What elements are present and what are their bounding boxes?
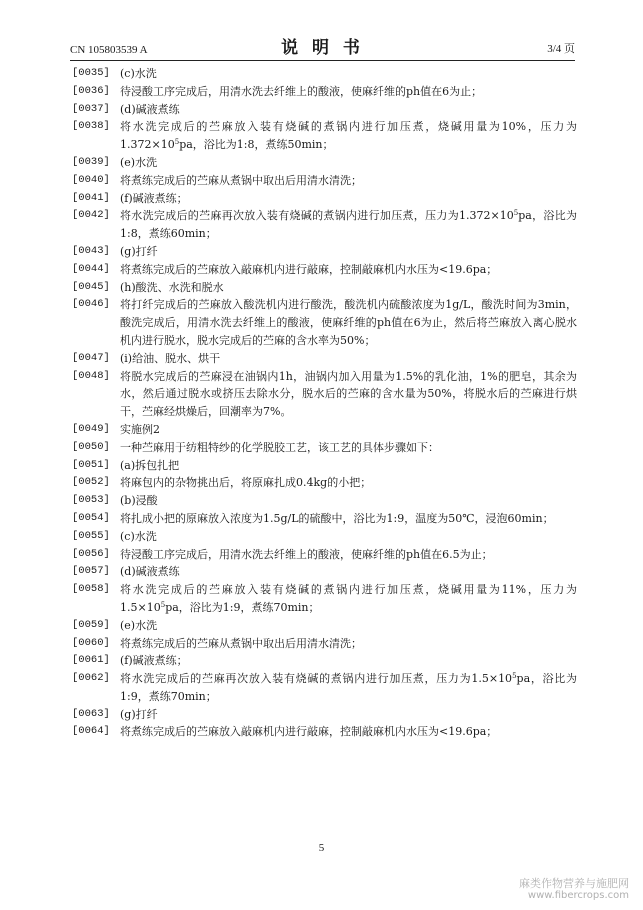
paragraph-text: 将煮练完成后的苎麻从煮锅中取出后用清水清洗；	[120, 173, 362, 187]
document-header	[70, 36, 575, 61]
paragraph-number: [0039]	[72, 155, 110, 168]
paragraph-text: (g)打纤	[120, 244, 158, 258]
watermark-text: 麻类作物营养与施肥网	[519, 877, 629, 890]
paragraph-number: [0042]	[72, 209, 110, 222]
paragraph	[72, 368, 577, 421]
paragraph-number: [0050]	[72, 440, 110, 453]
paragraph-text: 将水洗完成后的苎麻再次放入装有烧碱的煮锅内进行加压煮，压力为1.372×10	[120, 209, 514, 223]
paragraph	[72, 706, 577, 724]
paragraph-text: (i)给油、脱水、烘干	[120, 351, 221, 365]
paragraph	[72, 652, 577, 670]
paragraph-text: 将打纤完成后的苎麻放入酸洗机内进行酸洗，酸洗机内硫酸浓度为1g/L，酸洗时间为3min，酸洗完成后，用清水洗去纤维上的酸液，使麻纤维的ph值在6为止，然后将苎麻放入离心脱水机内进行脱水，脱水完成后的苎麻的含水率为50%；	[120, 298, 577, 347]
paragraph-text: 将煮练完成后的苎麻放入敲麻机内进行敲麻，控制敲麻机内水压为<19.6pa；	[120, 262, 498, 276]
exponent: 5	[174, 138, 180, 147]
paragraph-text: (c)水洗	[120, 529, 157, 543]
paragraph	[72, 261, 577, 279]
paragraph-number: [0035]	[72, 67, 110, 79]
document-body	[72, 65, 577, 741]
paragraph-text: 实施例2	[120, 422, 160, 436]
paragraph-text-tail: pa，浴比为1:8，煮练50min；	[179, 138, 334, 152]
paragraph-text: 一种苎麻用于纺粗特纱的化学脱胶工艺，该工艺的具体步骤如下：	[120, 440, 439, 454]
paragraph-number: [0044]	[72, 262, 110, 275]
paragraph-number: [0051]	[72, 458, 110, 471]
paragraph-number: [0047]	[72, 351, 110, 364]
paragraph	[72, 421, 577, 439]
paragraph-number: [0060]	[72, 636, 110, 649]
paragraph-number: [0061]	[72, 654, 110, 667]
paragraph-text: 将煮练完成后的苎麻从煮锅中取出后用清水清洗；	[120, 636, 362, 650]
exponent: 5	[513, 209, 519, 218]
paragraph	[72, 279, 577, 297]
paragraph-text: (e)水洗	[120, 155, 158, 169]
paragraph-text: (e)水洗	[120, 618, 158, 632]
paragraph-text: 将水洗完成后的苎麻放入装有烧碱的煮锅内进行加压煮，烧碱用量为10%，压力为1.372×10	[120, 120, 577, 152]
paragraph-text: (f)碱液煮练；	[120, 191, 188, 205]
paragraph-number: [0064]	[72, 725, 110, 738]
paragraph	[72, 190, 577, 208]
paragraph-number: [0041]	[72, 191, 110, 204]
paragraph	[72, 617, 577, 635]
paragraph	[72, 439, 577, 457]
paragraph	[72, 474, 577, 492]
paragraph-text: 将煮练完成后的苎麻放入敲麻机内进行敲麻，控制敲麻机内水压为<19.6pa；	[120, 725, 498, 739]
paragraph	[72, 83, 577, 101]
watermark	[519, 878, 629, 902]
paragraph-number: [0043]	[72, 244, 110, 257]
paragraph	[72, 101, 577, 119]
paragraph-number: [0040]	[72, 173, 110, 186]
page-info: 3/4 页	[547, 43, 575, 55]
paragraph-number: [0052]	[72, 476, 110, 489]
paragraph-text: 将脱水完成后的苎麻浸在油锅内1h，油锅内加入用量为1.5%的乳化油，1%的肥皂，其余为水，然后通过脱水或挤压去除水分，脱水后的苎麻的含水量为50%，将脱水后的苎麻进行烘干，苎麻经烘燥后，回潮率为7%。	[120, 369, 577, 419]
paragraph	[72, 510, 577, 528]
paragraph-text: (c)水洗	[120, 67, 157, 80]
paragraph-number: [0049]	[72, 422, 110, 435]
paragraph	[72, 154, 577, 172]
paragraph-text: 待浸酸工序完成后，用清水洗去纤维上的酸液，使麻纤维的ph值在6.5为止；	[120, 547, 493, 561]
paragraph-number: [0054]	[72, 511, 110, 524]
paragraph-text: 将麻包内的杂物挑出后，将原麻扎成0.4kg的小把；	[120, 476, 372, 490]
paragraph-text-tail: pa，浴比为1:9，煮练70min；	[165, 600, 320, 614]
paragraph-text: (d)碱液煮练	[120, 565, 180, 579]
paragraph-number: [0057]	[72, 565, 110, 578]
paragraph-text-tail: pa，浴比为1:8，煮练60min；	[120, 209, 577, 241]
paragraph-number: [0056]	[72, 547, 110, 560]
paragraph	[72, 546, 577, 564]
paragraph	[72, 723, 577, 741]
paragraph	[72, 563, 577, 581]
paragraph-text: (h)酸洗、水洗和脱水	[120, 280, 224, 294]
paragraph	[72, 207, 577, 243]
paragraph-number: [0038]	[72, 120, 110, 133]
paragraph-number: [0059]	[72, 618, 110, 631]
paragraph-number: [0055]	[72, 529, 110, 542]
paragraph	[72, 118, 577, 154]
paragraph	[72, 243, 577, 261]
paragraph-text: (g)打纤	[120, 707, 158, 721]
document-title: 说 明 书	[281, 38, 364, 58]
paragraph-number: [0046]	[72, 298, 110, 311]
watermark-url: www.fibercrops.com	[527, 890, 629, 901]
paragraph-text: (d)碱液煮练	[120, 102, 180, 116]
paragraph	[72, 670, 577, 706]
paragraph-text: 将水洗完成后的苎麻放入装有烧碱的煮锅内进行加压煮，烧碱用量为11%，压力为1.5×10	[120, 583, 577, 614]
paragraph	[72, 296, 577, 349]
paragraph-number: [0063]	[72, 707, 110, 720]
paragraph-text: (f)碱液煮练；	[120, 654, 188, 668]
paragraph	[72, 65, 577, 83]
paragraph-text: 待浸酸工序完成后，用清水洗去纤维上的酸液，使麻纤维的ph值在6为止；	[120, 84, 483, 98]
paragraph-number: [0037]	[72, 102, 110, 115]
paragraph-text: 将水洗完成后的苎麻再次放入装有烧碱的煮锅内进行加压煮，压力为1.5×10	[120, 672, 513, 686]
publication-number: CN 105803539 A	[70, 44, 148, 56]
paragraph-number: [0053]	[72, 494, 110, 507]
paragraph-text: (a)拆包扎把	[120, 458, 180, 472]
paragraph-number: [0048]	[72, 369, 110, 382]
paragraph-number: [0036]	[72, 84, 110, 97]
paragraph	[72, 635, 577, 653]
paragraph-number: [0062]	[72, 672, 110, 685]
paragraph-text: (b)浸酸	[120, 494, 158, 508]
exponent: 5	[160, 600, 166, 609]
paragraph	[72, 172, 577, 190]
paragraph-number: [0045]	[72, 280, 110, 293]
paragraph	[72, 528, 577, 546]
exponent: 5	[512, 672, 517, 681]
paragraph-text-tail: pa，浴比为1:9，煮练70min；	[120, 672, 577, 703]
paragraph	[72, 350, 577, 368]
paragraph-number: [0058]	[72, 583, 110, 596]
paragraph	[72, 581, 577, 617]
paragraph	[72, 492, 577, 510]
paragraph-text: 将扎成小把的原麻放入浓度为1.5g/L的硫酸中，浴比为1:9，温度为50℃，浸泡60min；	[120, 511, 554, 525]
paragraph	[72, 457, 577, 475]
page-number: 5	[318, 842, 325, 854]
